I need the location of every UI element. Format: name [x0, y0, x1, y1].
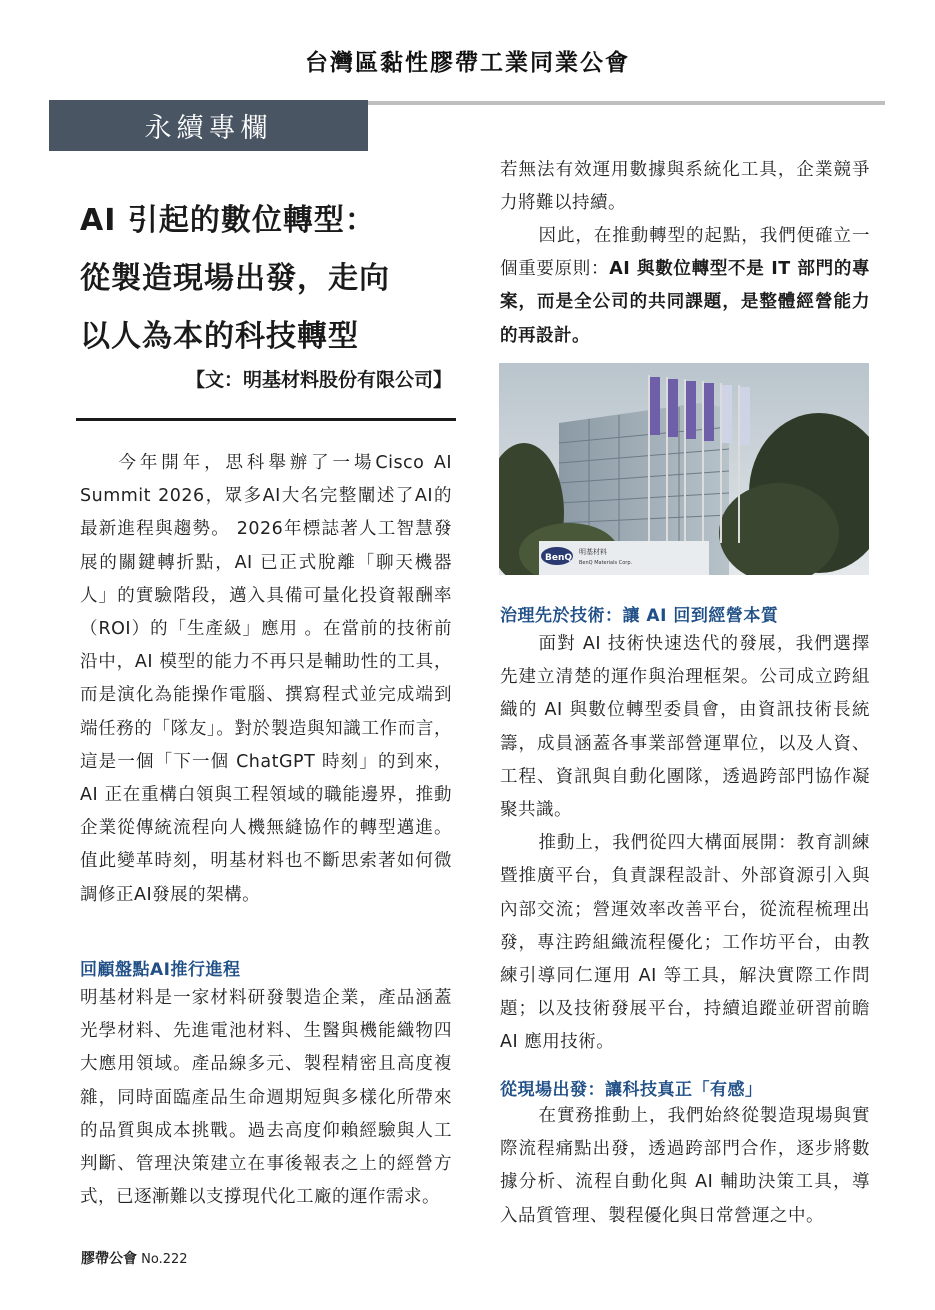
- magazine-name: 膠帶公會: [81, 1251, 137, 1267]
- title-line: AI 引起的數位轉型：: [80, 203, 376, 238]
- section-heading-governance: 治理先於技術：讓 AI 回到經營本質: [500, 606, 779, 626]
- page-footer: [81, 1248, 188, 1268]
- principle-paragraph: [500, 220, 870, 353]
- sign-name-en: BenQ Materials Corp.: [579, 560, 633, 566]
- field-paragraph-1: 在實務推動上，我們始終從製造現場與實際流程痛點出發，透過跨部門合作，逐步將數據分析、流程自動化與 AI 輔助決策工具，導入品質管理、製程優化與日常營運之中。: [500, 1106, 870, 1226]
- column-tag: 永續專欄: [49, 100, 368, 151]
- section-heading-review: 回顧盤點AI推行進程: [80, 960, 241, 980]
- continued-paragraph: 若無法有效運用數據與系統化工具，企業競爭力將難以持續。: [500, 160, 870, 214]
- article-title: [80, 192, 460, 366]
- field-paragraph: [500, 1100, 870, 1233]
- building-photo: [499, 363, 869, 575]
- org-header: 台灣區黏性膠帶工業同業公會: [305, 50, 630, 76]
- intro-paragraph: 今年開年，思科舉辦了一場Cisco AI Summit 2026，眾多AI大名完整闡述了AI的最新進程與趨勢。 2026年標誌著人工智慧發展的關鍵轉折點，AI 已正式脫離「聊天機器人」的實驗階段，邁入具備可量化投資報酬率（ROI）的「生產級」應用 。在當前的技術前沿中，AI 模型的能力不再只是輔助性的工具，而是演化為能操作電腦、撰寫程式並完成端到端任務的「隊友」。對於製造與知識工作而言，這是一個「下一個 ChatGPT 時刻」的到來，AI 正在重構白領與工程領域的職能邊界，推動企業從傳統流程向人機無縫協作的轉型邁進。值此變革時刻，明基材料也不斷思索著如何微調修正AI發展的架構。: [80, 453, 452, 905]
- issue-number: No.222: [141, 1252, 188, 1267]
- sign-name-cn: 明基材料: [579, 548, 607, 556]
- title-line: 從製造現場出發，走向: [80, 261, 390, 296]
- section-heading-field: 從現場出發：讓科技真正「有感」: [500, 1080, 763, 1100]
- principle-lead: 因此，在推動轉型的起點，我們便確立一個重要原則：: [500, 226, 870, 280]
- header-rule: [365, 101, 885, 105]
- governance-paragraphs: [500, 628, 870, 1060]
- title-line: 以人為本的科技轉型: [80, 319, 359, 354]
- title-rule: [76, 418, 456, 421]
- sign-brand: BenQ: [545, 553, 573, 563]
- governance-paragraph-2: 推動上，我們從四大構面展開：教育訓練暨推廣平台，負責課程設計、外部資源引入與內部交流；營運效率改善平台，從流程梳理出發，專注跨組織流程優化；工作坊平台，由教練引導同仁運用 AI 等工具，解決實際工作問題；以及技術發展平台，持續追蹤並研習前瞻 AI 應用技術。: [500, 833, 870, 1053]
- principle-bold: AI 與數位轉型不是 IT 部門的專案，而是全公司的共同課題，是整體經營能力的再設計。: [500, 259, 871, 346]
- governance-paragraph-1: 面對 AI 技術快速迭代的發展，我們選擇先建立清楚的運作與治理框架。公司成立跨組織的 AI 與數位轉型委員會，由資訊技術長統籌，成員涵蓋各事業部營運單位，以及人資、工程、資訊與自動化團隊，透過跨部門協作凝聚共識。: [500, 634, 870, 821]
- review-paragraph: 明基材料是一家材料研發製造企業，產品涵蓋光學材料、先進電池材料、生醫與機能織物四大應用領域。產品線多元、製程精密且高度複雜，同時面臨產品生命週期短與多樣化所帶來的品質與成本挑戰。過去高度仰賴經驗與人工判斷、管理決策建立在事後報表之上的經營方式，已逐漸難以支撐現代化工廠的運作需求。: [80, 988, 452, 1208]
- byline: 【文：明基材料股份有限公司】: [185, 369, 452, 391]
